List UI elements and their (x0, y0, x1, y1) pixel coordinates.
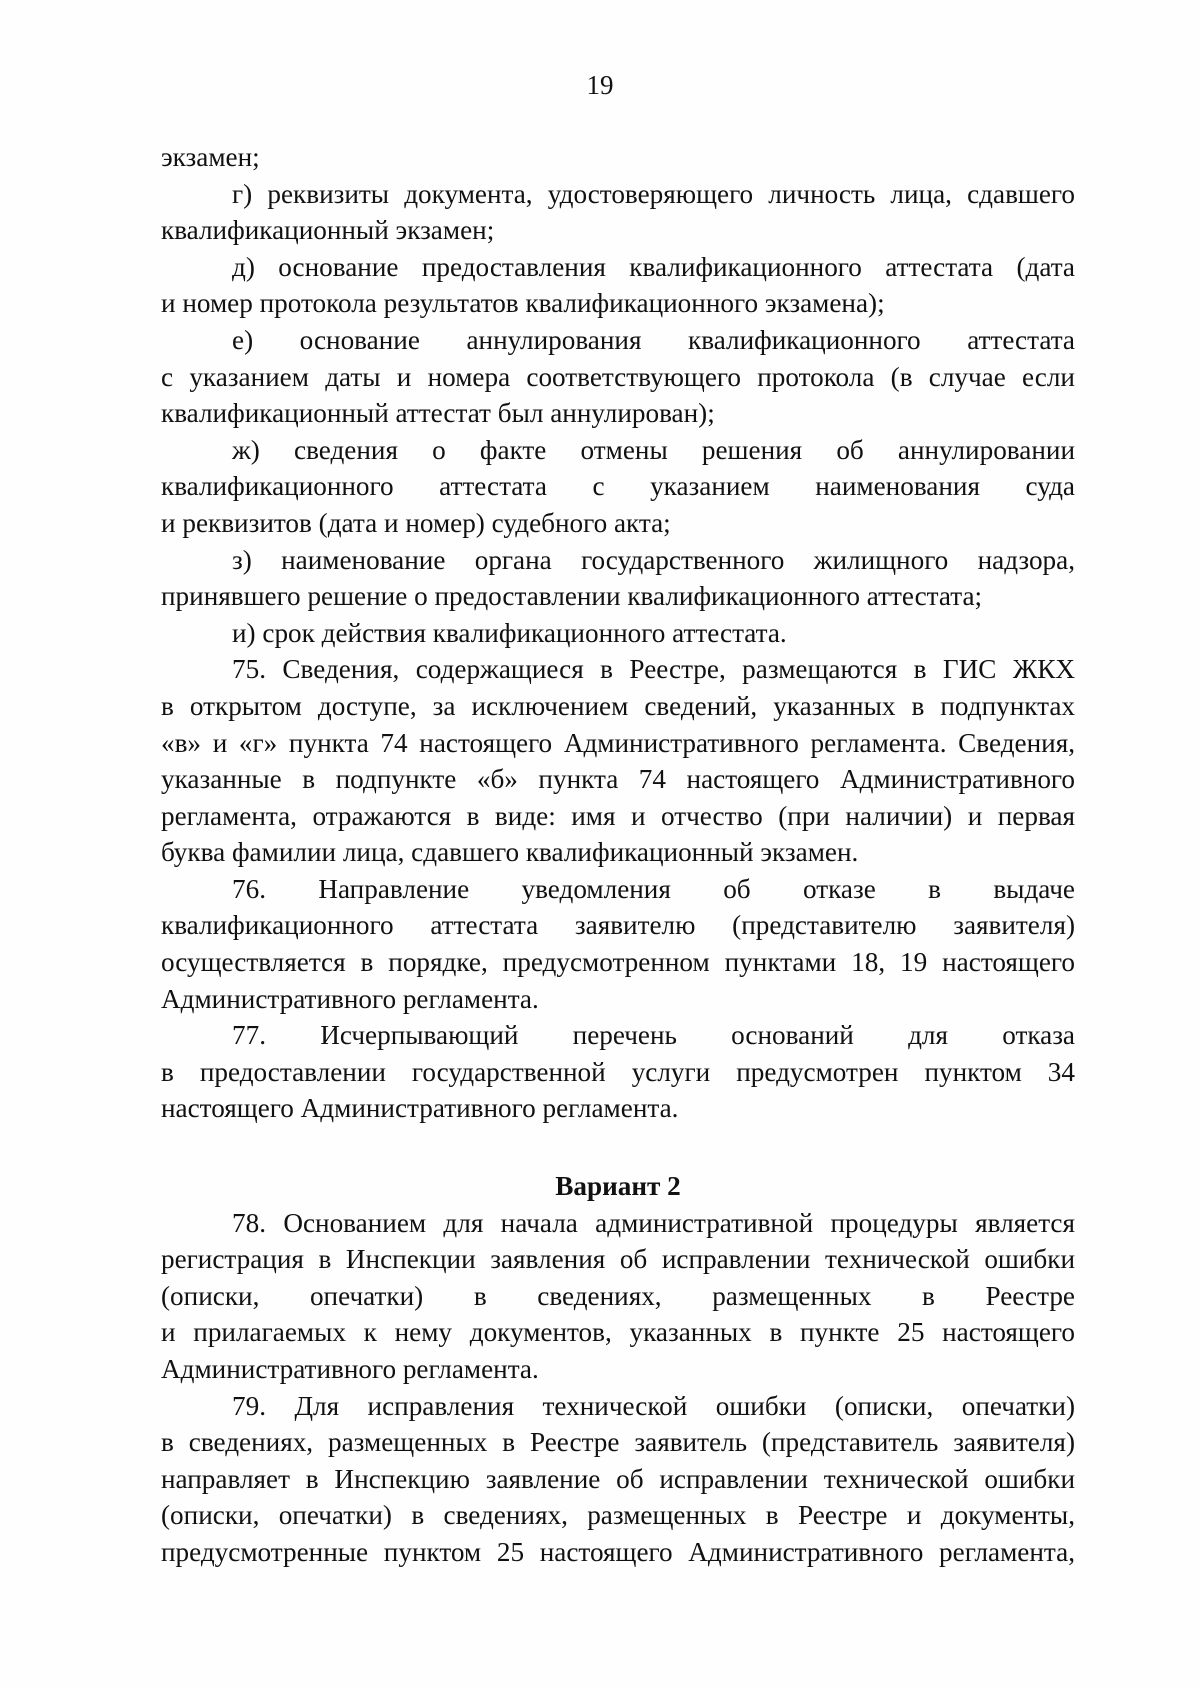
text-line: с указанием даты и номера соответствующего протокола (в случае если (161, 361, 1075, 392)
text-line: квалификационного аттестата с указанием наименования суда (161, 471, 1075, 502)
text-line: регламента, отражаются в виде: имя и отчество (при наличии) и первая (161, 800, 1075, 831)
text-line: д) основание предоставления квалификационного аттестата (дата (232, 251, 1075, 282)
text-line: 76. Направление уведомления об отказе в выдаче (232, 873, 1075, 904)
text-line: указанные в подпункте «б» пункта 74 настоящего Административного (161, 764, 1075, 795)
paragraph-75 (161, 651, 1075, 871)
text-line: в открытом доступе, за исключением сведений, указанных в подпунктах (161, 690, 1075, 721)
text-line: 77. Исчерпывающий перечень оснований для отказа (232, 1020, 1075, 1051)
text-line: предусмотренные пунктом 25 настоящего Административного регламента, (161, 1536, 1075, 1567)
text-line: ж) сведения о факте отмены решения об аннулировании (232, 434, 1075, 465)
text-line: квалификационный аттестат был аннулирован); (161, 398, 715, 429)
text-line: и реквизитов (дата и номер) судебного акта; (161, 507, 671, 538)
text-line: 75. Сведения, содержащиеся в Реестре, размещаются в ГИС ЖКХ (232, 654, 1075, 685)
text-line: осуществляется в порядке, предусмотренном пунктами 18, 19 настоящего (161, 947, 1075, 978)
paragraph-78 (161, 1205, 1075, 1388)
paragraph-79 (161, 1388, 1075, 1571)
text-line: квалификационного аттестата заявителю (представителю заявителя) (161, 910, 1075, 941)
text-line: (описки, опечатки) в сведениях, размещенных в Реестре (161, 1280, 1075, 1311)
text-line: в предоставлении государственной услуги предусмотрен пунктом 34 (161, 1056, 1075, 1087)
text-line: и) срок действия квалификационного аттестата. (232, 617, 787, 648)
text-line: Административного регламента. (161, 1354, 539, 1384)
section-item-list (161, 139, 1075, 651)
document-body (161, 139, 1075, 1571)
text-line: и номер протокола результатов квалификационного экзамена); (161, 288, 885, 319)
text-line: регистрация в Инспекции заявления об исправлении технической ошибки (161, 1244, 1075, 1275)
text-line: з) наименование органа государственного жилищного надзора, (232, 544, 1075, 575)
text-line: Административного регламента. (161, 983, 539, 1014)
section-heading: Вариант 2 (555, 1171, 681, 1202)
paragraph-77 (161, 1017, 1075, 1127)
text-line: 79. Для исправления технической ошибки (описки, опечатки) (232, 1390, 1075, 1421)
paragraph-76 (161, 871, 1075, 1017)
text-line: 78. Основанием для начала административной процедуры является (232, 1207, 1075, 1238)
text-line: настоящего Административного регламента. (161, 1093, 679, 1124)
text-line: (описки, опечатки) в сведениях, размещенных в Реестре и документы, (161, 1500, 1075, 1531)
text-line: в сведениях, размещенных в Реестре заявитель (представитель заявителя) (161, 1427, 1075, 1458)
text-line: направляет в Инспекцию заявление об исправлении технической ошибки (161, 1463, 1075, 1494)
text-line: буква фамилии лица, сдавшего квалификационный экзамен. (161, 837, 859, 868)
text-line: е) основание аннулирования квалификационного аттестата (232, 324, 1075, 355)
text-line: принявшего решение о предоставлении квалификационного аттестата; (161, 581, 983, 612)
text-line: и прилагаемых к нему документов, указанных в пункте 25 настоящего (161, 1317, 1075, 1348)
text-line: г) реквизиты документа, удостоверяющего личность лица, сдавшего (232, 178, 1075, 209)
page-number: 19 (586, 70, 614, 100)
text-line: экзамен; (161, 142, 260, 172)
text-line: квалификационный экзамен; (161, 215, 495, 246)
text-line: «в» и «г» пункта 74 настоящего Административного регламента. Сведения, (161, 727, 1075, 758)
